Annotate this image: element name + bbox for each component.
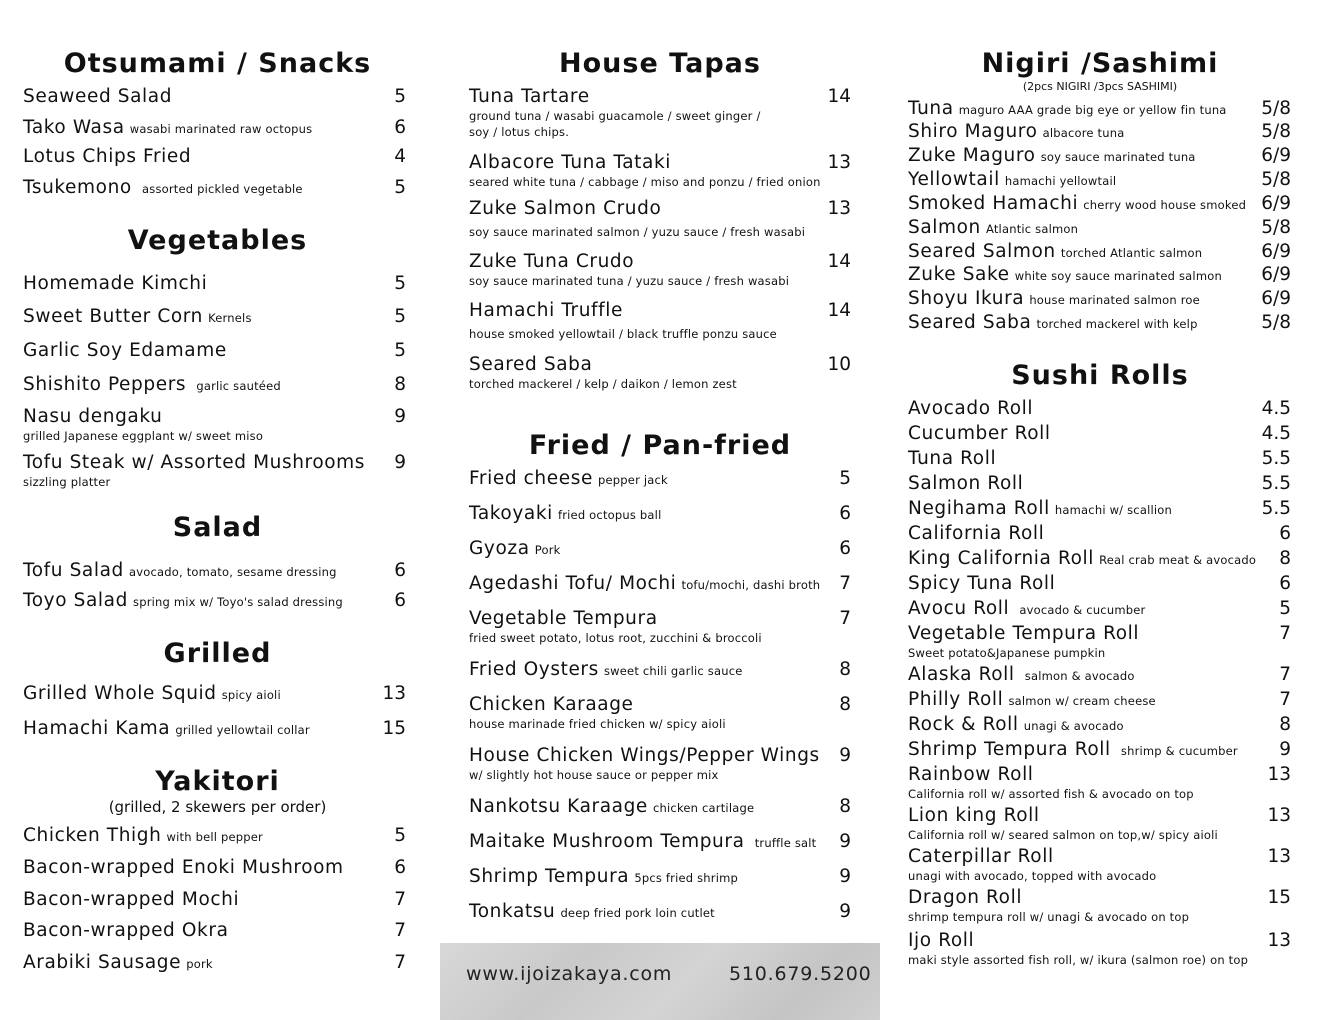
menu-item: Vegetable Tempura	[469, 608, 658, 629]
menu-item-desc: house marinade fried chicken w/ spicy aioli	[469, 717, 726, 731]
menu-price: 15	[382, 718, 406, 739]
menu-item: Maitake Mushroom Tempura truffle salt	[469, 831, 817, 852]
menu-price: 5	[839, 468, 851, 489]
phone-number[interactable]: 510.679.5200	[729, 963, 872, 985]
menu-item: Spicy Tuna Roll	[908, 573, 1056, 594]
menu-item: Alaska Roll salmon & avocado	[908, 664, 1135, 685]
menu-price: 6/9	[1261, 264, 1291, 285]
menu-price: 10	[827, 354, 851, 375]
menu-price: 5.5	[1261, 473, 1291, 494]
menu-price: 6	[839, 538, 851, 559]
menu-item: Grilled Whole Squid spicy aioli	[23, 683, 281, 704]
menu-price: 5.5	[1261, 448, 1291, 469]
menu-item-desc: fried sweet potato, lotus root, zucchini & broccoli	[469, 631, 762, 645]
menu-price: 6	[394, 117, 406, 138]
menu-item: Shoyu Ikura house marinated salmon roe	[908, 288, 1200, 309]
menu-item-desc: soy sauce marinated salmon / yuzu sauce / fresh wasabi	[469, 225, 806, 239]
menu-item: Fried Oysters sweet chili garlic sauce	[469, 659, 743, 680]
contact-footer	[440, 943, 880, 1020]
section-title-yakitori: Yakitori	[155, 766, 280, 797]
menu-price: 5/8	[1261, 312, 1291, 333]
menu-item: Nasu dengaku	[23, 406, 163, 427]
menu-price: 5/8	[1261, 169, 1291, 190]
menu-price: 8	[839, 694, 851, 715]
menu-item: Takoyaki fried octopus ball	[469, 503, 662, 524]
menu-item-desc: unagi with avocado, topped with avocado	[908, 869, 1157, 883]
menu-price: 6	[839, 503, 851, 524]
menu-price: 6	[394, 560, 406, 581]
section-title-house-tapas: House Tapas	[559, 48, 761, 79]
menu-item: California Roll	[908, 523, 1045, 544]
menu-price: 8	[839, 796, 851, 817]
section-title-vegetables: Vegetables	[127, 225, 308, 256]
menu-price: 13	[1267, 846, 1291, 867]
menu-item: Seared Saba	[469, 354, 593, 375]
menu-item: Bacon-wrapped Okra	[23, 920, 229, 941]
menu-price: 9	[394, 452, 406, 473]
menu-item: Homemade Kimchi	[23, 273, 208, 294]
menu-item: Arabiki Sausage pork	[23, 952, 213, 973]
menu-item: Tsukemono assorted pickled vegetable	[23, 177, 303, 198]
menu-item: Ijo Roll	[908, 930, 975, 951]
menu-price: 14	[827, 300, 851, 321]
menu-price: 5/8	[1261, 121, 1291, 142]
menu-item-desc: soy sauce marinated tuna / yuzu sauce / fresh wasabi	[469, 274, 790, 288]
menu-price: 7	[839, 608, 851, 629]
menu-price: 8	[394, 374, 406, 395]
menu-item-desc: California roll w/ seared salmon on top,w/ spicy aioli	[908, 828, 1218, 842]
menu-price: 7	[1279, 623, 1291, 644]
menu-item: Tuna Tartare	[469, 86, 590, 107]
menu-item: Bacon-wrapped Mochi	[23, 889, 240, 910]
menu-item: House Chicken Wings/Pepper Wings	[469, 745, 820, 766]
menu-price: 13	[827, 198, 851, 219]
menu-item: Tuna Roll	[908, 448, 997, 469]
menu-item: Yellowtail hamachi yellowtail	[908, 169, 1117, 190]
menu-item-desc: torched mackerel / kelp / daikon / lemon zest	[469, 377, 737, 391]
menu-item-desc: grilled Japanese eggplant w/ sweet miso	[23, 429, 264, 443]
menu-price: 9	[394, 406, 406, 427]
menu-item: Lion king Roll	[908, 805, 1040, 826]
menu-item-desc: maki style assorted fish roll, w/ ikura (salmon roe) on top	[908, 953, 1249, 967]
menu-item: Zuke Maguro soy sauce marinated tuna	[908, 145, 1196, 166]
menu-item-desc: shrimp tempura roll w/ unagi & avocado on top	[908, 910, 1190, 924]
menu-price: 4.5	[1261, 398, 1291, 419]
menu-price: 9	[839, 831, 851, 852]
menu-item: Tako Wasa wasabi marinated raw octopus	[23, 117, 313, 138]
menu-price: 5	[394, 86, 406, 107]
menu-price: 8	[1279, 714, 1291, 735]
menu-item: Lotus Chips Fried	[23, 146, 192, 167]
menu-item: Hamachi Kama grilled yellowtail collar	[23, 718, 310, 739]
menu-price: 6	[394, 857, 406, 878]
menu-price: 14	[827, 86, 851, 107]
section-title-grilled: Grilled	[163, 638, 272, 669]
menu-item-desc: sizzling platter	[23, 475, 111, 489]
menu-price: 5/8	[1261, 98, 1291, 119]
menu-item: Shiro Maguro albacore tuna	[908, 121, 1125, 142]
menu-price: 6/9	[1261, 241, 1291, 262]
menu-price: 9	[1279, 739, 1291, 760]
menu-item: Bacon-wrapped Enoki Mushroom	[23, 857, 344, 878]
menu-price: 5	[394, 177, 406, 198]
menu-item: Dragon Roll	[908, 887, 1023, 908]
section-subtitle-yakitori: (grilled, 2 skewers per order)	[108, 798, 327, 816]
menu-item-desc: seared white tuna / cabbage / miso and ponzu / fried onion	[469, 175, 821, 189]
menu-item: Tofu Steak w/ Assorted Mushrooms	[23, 452, 366, 473]
menu-item: Toyo Salad spring mix w/ Toyo's salad dressing	[23, 590, 343, 611]
menu-price: 5	[394, 340, 406, 361]
menu-item-desc: w/ slightly hot house sauce or pepper mix	[469, 768, 719, 782]
menu-price: 5	[394, 825, 406, 846]
menu-item: Tofu Salad avocado, tomato, sesame dressing	[23, 560, 337, 581]
menu-price: 5.5	[1261, 498, 1291, 519]
menu-price: 13	[827, 152, 851, 173]
menu-price: 5	[1279, 598, 1291, 619]
menu-price: 7	[394, 889, 406, 910]
menu-price: 6/9	[1261, 288, 1291, 309]
menu-price: 5	[394, 306, 406, 327]
menu-price: 13	[382, 683, 406, 704]
menu-price: 13	[1267, 805, 1291, 826]
menu-item: Hamachi Truffle	[469, 300, 623, 321]
menu-item: Rainbow Roll	[908, 764, 1034, 785]
section-title-salad: Salad	[172, 512, 263, 543]
menu-item-desc: house smoked yellowtail / black truffle ponzu sauce	[469, 327, 777, 341]
menu-item: Albacore Tuna Tataki	[469, 152, 672, 173]
menu-price: 8	[1279, 548, 1291, 569]
menu-item: Garlic Soy Edamame	[23, 340, 227, 361]
menu-item: Gyoza Pork	[469, 538, 561, 559]
menu-price: 7	[1279, 664, 1291, 685]
section-title-sushi-rolls: Sushi Rolls	[1011, 360, 1189, 391]
menu-price: 5	[394, 273, 406, 294]
menu-price: 4	[394, 146, 406, 167]
menu-item: Seared Saba torched mackerel with kelp	[908, 312, 1198, 333]
menu-price: 13	[1267, 930, 1291, 951]
menu-item: Negihama Roll hamachi w/ scallion	[908, 498, 1172, 519]
menu-item: King California Roll Real crab meat & avocado	[908, 548, 1257, 569]
menu-item: Sweet Butter Corn Kernels	[23, 306, 252, 327]
menu-item: Nankotsu Karaage chicken cartilage	[469, 796, 755, 817]
menu-item: Cucumber Roll	[908, 423, 1051, 444]
menu-price: 6/9	[1261, 145, 1291, 166]
menu-price: 6	[1279, 523, 1291, 544]
menu-price: 6/9	[1261, 193, 1291, 214]
website-link[interactable]: www.ijoizakaya.com	[466, 963, 673, 985]
menu-price: 9	[839, 745, 851, 766]
menu-price: 4.5	[1261, 423, 1291, 444]
menu-item: Shrimp Tempura 5pcs fried shrimp	[469, 866, 739, 887]
section-title-otsumami: Otsumami / Snacks	[63, 48, 372, 79]
menu-item: Rock & Roll unagi & avocado	[908, 714, 1124, 735]
menu-item: Zuke Tuna Crudo	[469, 251, 635, 272]
menu-price: 7	[394, 952, 406, 973]
menu-item: Tonkatsu deep fried pork loin cutlet	[469, 901, 715, 922]
menu-price: 9	[839, 866, 851, 887]
menu-item: Smoked Hamachi cherry wood house smoked	[908, 193, 1247, 214]
menu-item-desc: ground tuna / wasabi guacamole / sweet ginger /	[469, 109, 761, 123]
menu-price: 9	[839, 901, 851, 922]
menu-item: Seared Salmon torched Atlantic salmon	[908, 241, 1203, 262]
menu-item: Zuke Salmon Crudo	[469, 198, 662, 219]
menu-item: Salmon Atlantic salmon	[908, 217, 1079, 238]
menu-item: Agedashi Tofu/ Mochi tofu/mochi, dashi broth	[469, 573, 821, 594]
menu-item: Vegetable Tempura Roll	[908, 623, 1140, 644]
menu-item: Tuna maguro AAA grade big eye or yellow fin tuna	[908, 98, 1227, 119]
menu-item: Avocu Roll avocado & cucumber	[908, 598, 1146, 619]
menu-item-desc: Sweet potato&Japanese pumpkin	[908, 646, 1106, 660]
menu-price: 7	[839, 573, 851, 594]
menu-price: 14	[827, 251, 851, 272]
menu-price: 7	[1279, 689, 1291, 710]
menu-item-desc: California roll w/ assorted fish & avocado on top	[908, 787, 1194, 801]
menu-price: 8	[839, 659, 851, 680]
menu-price: 13	[1267, 764, 1291, 785]
section-title-fried: Fried / Pan-fried	[528, 430, 792, 461]
menu-price: 7	[394, 920, 406, 941]
menu-price: 15	[1267, 887, 1291, 908]
menu-item: Zuke Sake white soy sauce marinated salmon	[908, 264, 1222, 285]
menu-item-desc: soy / lotus chips.	[469, 125, 570, 139]
menu-item: Chicken Thigh with bell pepper	[23, 825, 263, 846]
menu-price: 6	[1279, 573, 1291, 594]
menu-item: Chicken Karaage	[469, 694, 634, 715]
menu-item: Fried cheese pepper jack	[469, 468, 668, 489]
menu-item: Caterpillar Roll	[908, 846, 1054, 867]
menu-price: 5/8	[1261, 217, 1291, 238]
menu-item: Shrimp Tempura Roll shrimp & cucumber	[908, 739, 1238, 760]
menu-item: Salmon Roll	[908, 473, 1024, 494]
section-subtitle-nigiri: (2pcs NIGIRI /3pcs SASHIMI)	[1022, 80, 1178, 93]
menu-price: 6	[394, 590, 406, 611]
menu-item: Avocado Roll	[908, 398, 1034, 419]
menu-item: Shishito Peppers garlic sautéed	[23, 374, 281, 395]
menu-item: Seaweed Salad	[23, 86, 173, 107]
menu-item: Philly Roll salmon w/ cream cheese	[908, 689, 1156, 710]
section-title-nigiri: Nigiri /Sashimi	[981, 48, 1219, 79]
